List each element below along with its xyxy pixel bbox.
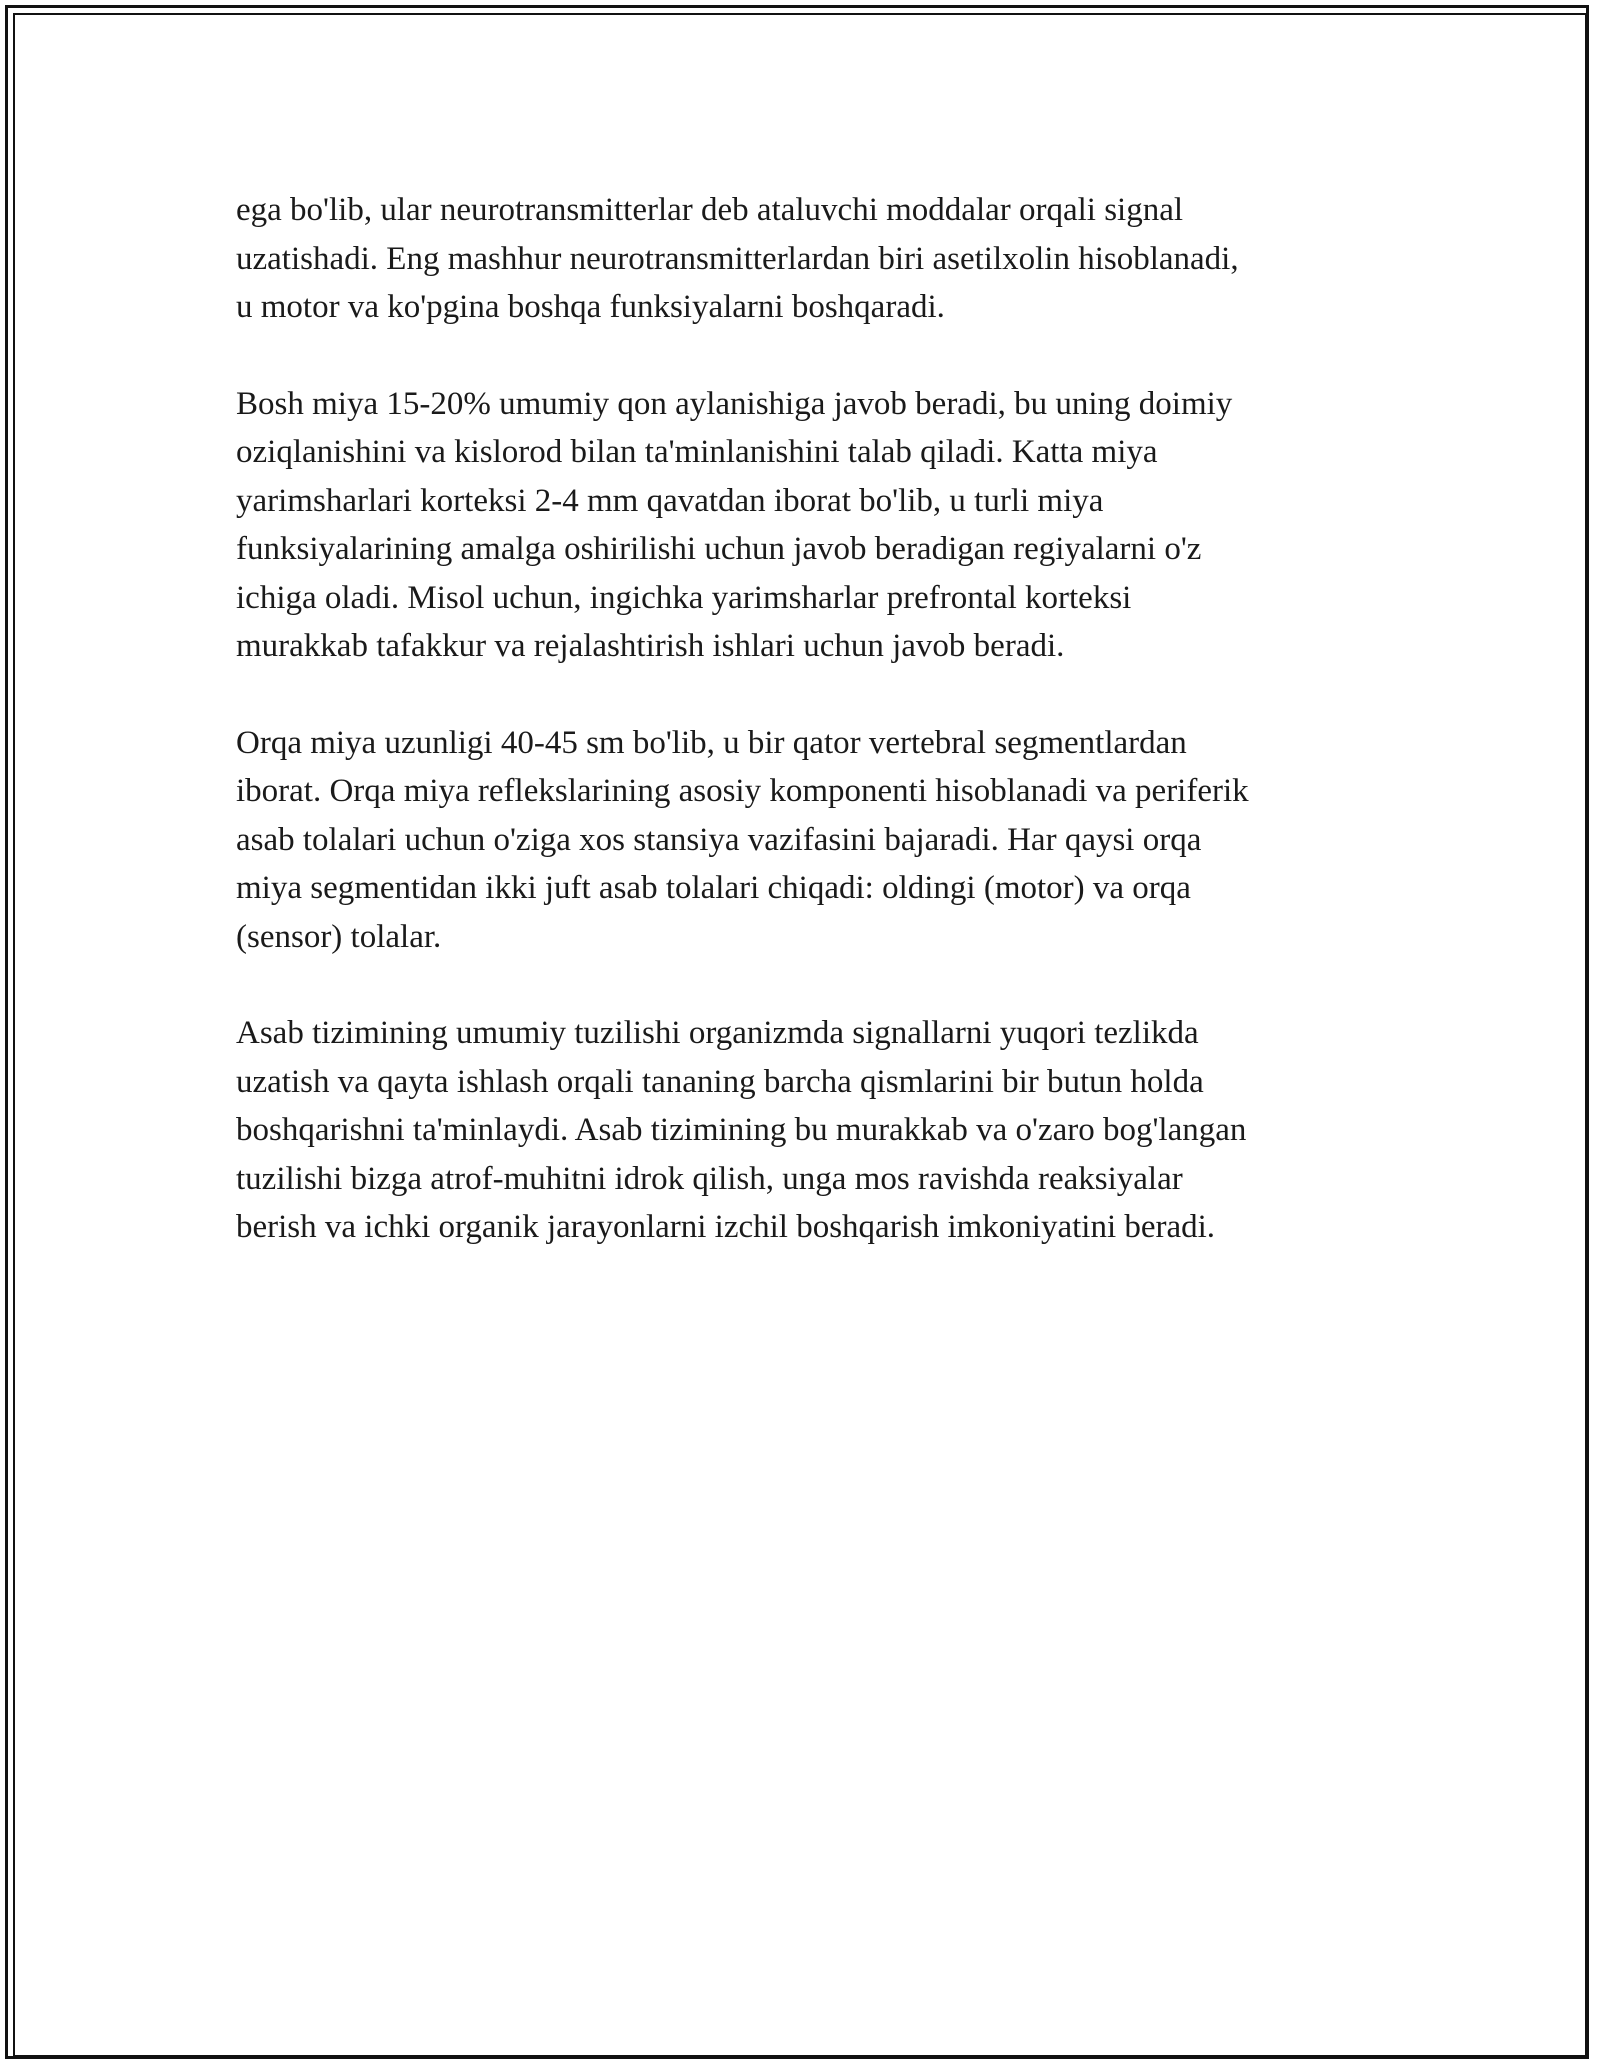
text-line: u motor va ko'pgina boshqa funksiyalarni boshqaradi. [236, 289, 945, 325]
text-line: tuzilishi bizga atrof-muhitni idrok qilish, unga mos ravishda reaksiyalar [236, 1160, 1183, 1197]
text-line: Orqa miya uzunligi 40-45 sm bo'lib, u bir qator vertebral segmentlardan [236, 724, 1187, 761]
text-line: oziqlanishini va kislorod bilan ta'minlanishini talab qiladi. Katta miya [236, 434, 1158, 470]
text-line: boshqarishni ta'minlaydi. Asab tizimining bu murakkab va o'zaro bog'langan [236, 1112, 1247, 1148]
text-line: (sensor) tolalar. [236, 918, 442, 955]
text-line: Bosh miya 15-20% umumiy qon aylanishiga javob beradi, bu uning doimiy [236, 385, 1233, 422]
text-line: berish va ichki organik jarayonlarni izchil boshqarish imkoniyatini beradi. [236, 1209, 1216, 1245]
document-body [236, 186, 1386, 1300]
paragraph-1 [236, 186, 1386, 332]
paragraph-2 [236, 380, 1386, 671]
text-line: uzatish va qayta ishlash orqali tananing barcha qismlarini bir butun holda [236, 1063, 1204, 1100]
paragraph-3 [236, 719, 1386, 962]
text-line: miya segmentidan ikki juft asab tolalari chiqadi: oldingi (motor) va orqa [236, 870, 1191, 906]
text-line: asab tolalari uchun o'ziga xos stansiya vazifasini bajaradi. Har qaysi orqa [236, 821, 1202, 858]
text-line: ichiga oladi. Misol uchun, ingichka yarimsharlar prefrontal korteksi [236, 579, 1132, 616]
text-line: ega bo'lib, ular neurotransmitterlar deb ataluvchi moddalar orqali signal [236, 192, 1184, 228]
paragraph-4 [236, 1009, 1386, 1252]
text-line: iborat. Orqa miya reflekslarining asosiy komponenti hisoblanadi va periferik [236, 773, 1249, 809]
text-line: uzatishadi. Eng mashhur neurotransmitterlardan biri asetilxolin hisoblanadi, [236, 240, 1239, 277]
text-line: murakkab tafakkur va rejalashtirish ishlari uchun javob beradi. [236, 628, 1065, 664]
text-line: Asab tizimining umumiy tuzilishi organizmda signallarni yuqori tezlikda [236, 1015, 1199, 1051]
text-line: funksiyalarining amalga oshirilishi uchun javob beradigan regiyalarni o'z [236, 531, 1202, 567]
text-line: yarimsharlari korteksi 2-4 mm qavatdan iborat bo'lib, u turli miya [236, 482, 1104, 519]
